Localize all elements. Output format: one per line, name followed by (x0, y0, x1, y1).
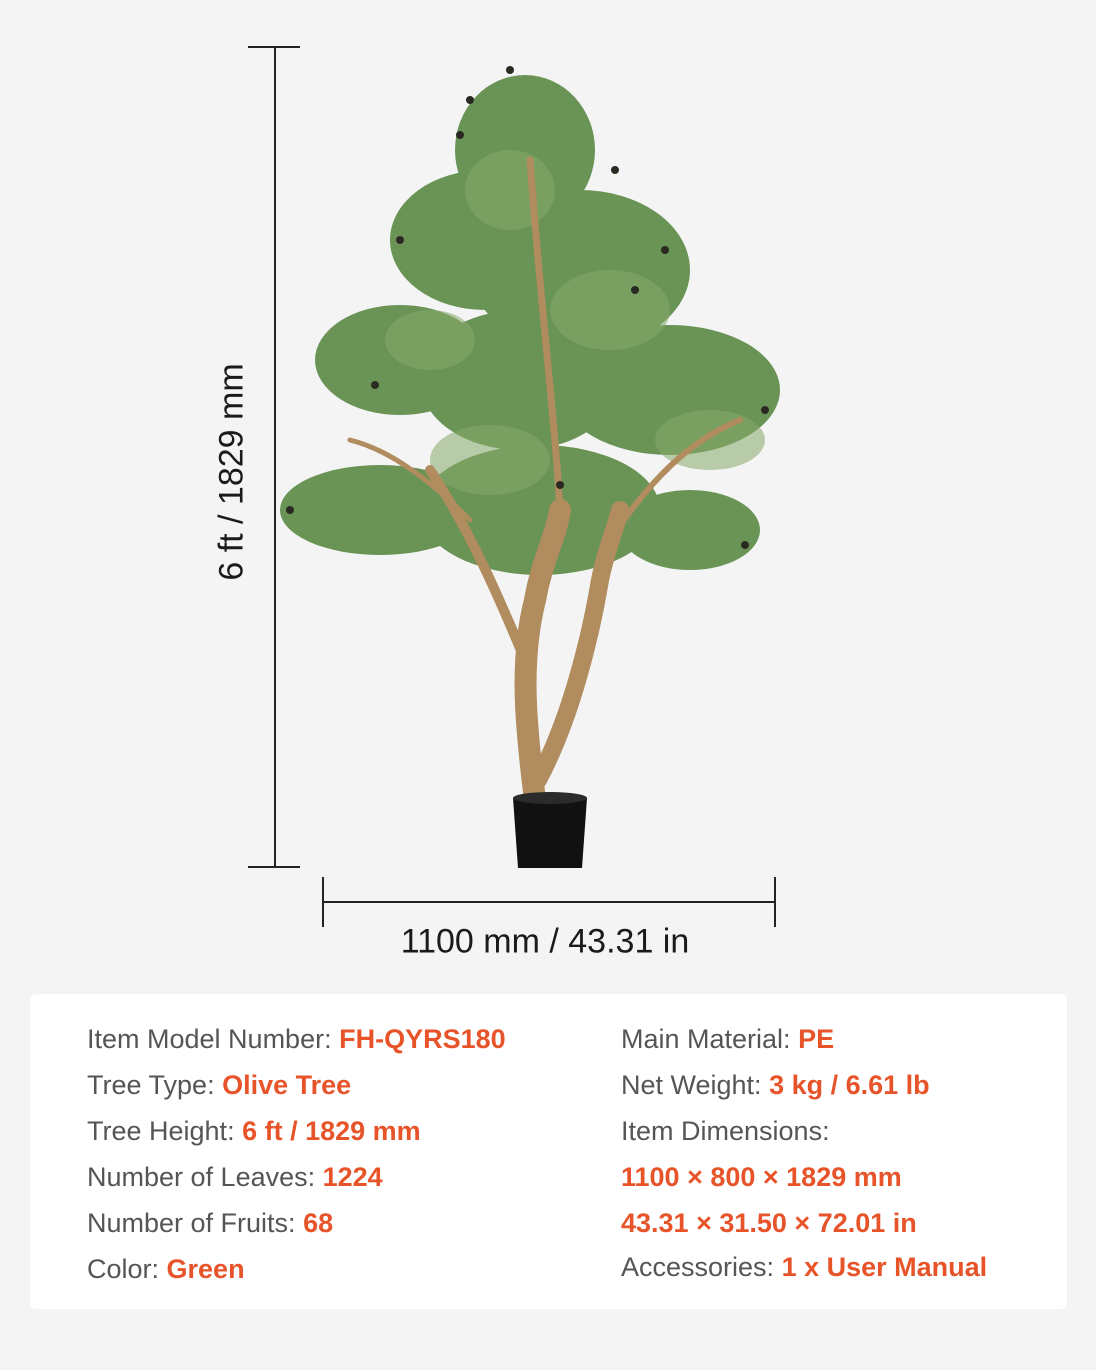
spec-label: Number of Fruits: (87, 1208, 304, 1238)
spec-value: 1224 (322, 1162, 383, 1192)
spec-value: PE (798, 1024, 835, 1054)
spec-number-of-leaves (87, 1161, 383, 1193)
spec-accessories (621, 1251, 987, 1283)
spec-value: FH-QYRS180 (339, 1024, 506, 1054)
spec-value: Green (166, 1254, 245, 1284)
spec-model-number (87, 1023, 506, 1055)
spec-value: 1 x User Manual (781, 1252, 988, 1282)
spec-tree-height (87, 1115, 421, 1147)
spec-color (87, 1253, 245, 1285)
spec-label: Item Dimensions: (621, 1116, 830, 1146)
spec-label: Tree Height: (87, 1116, 243, 1146)
specifications-panel (30, 994, 1067, 1309)
olive-tree-icon (270, 40, 810, 870)
spec-dimensions-in (621, 1207, 917, 1239)
spec-label: Net Weight: (621, 1070, 770, 1100)
width-dimension-cap-right (774, 877, 776, 927)
spec-value: 68 (303, 1208, 334, 1238)
spec-number-of-fruits (87, 1207, 333, 1239)
spec-label: Main Material: (621, 1024, 799, 1054)
spec-label: Item Model Number: (87, 1024, 340, 1054)
spec-net-weight (621, 1069, 930, 1101)
spec-label: Tree Type: (87, 1070, 223, 1100)
spec-value: 1100 × 800 × 1829 mm (621, 1162, 902, 1192)
height-dimension-label: 6 ft / 1829 mm (212, 363, 251, 581)
spec-label: Accessories: (621, 1252, 782, 1282)
spec-main-material (621, 1023, 834, 1055)
spec-item-dimensions (621, 1115, 830, 1147)
spec-dimensions-mm (621, 1161, 902, 1193)
spec-value: Olive Tree (222, 1070, 352, 1100)
width-dimension-label: 1100 mm / 43.31 in (400, 922, 690, 961)
spec-value: 3 kg / 6.61 lb (769, 1070, 930, 1100)
spec-value: 43.31 × 31.50 × 72.01 in (621, 1208, 917, 1238)
width-dimension-line (323, 901, 775, 903)
spec-value: 6 ft / 1829 mm (242, 1116, 421, 1146)
spec-tree-type (87, 1069, 351, 1101)
spec-label: Color: (87, 1254, 167, 1284)
spec-label: Number of Leaves: (87, 1162, 323, 1192)
